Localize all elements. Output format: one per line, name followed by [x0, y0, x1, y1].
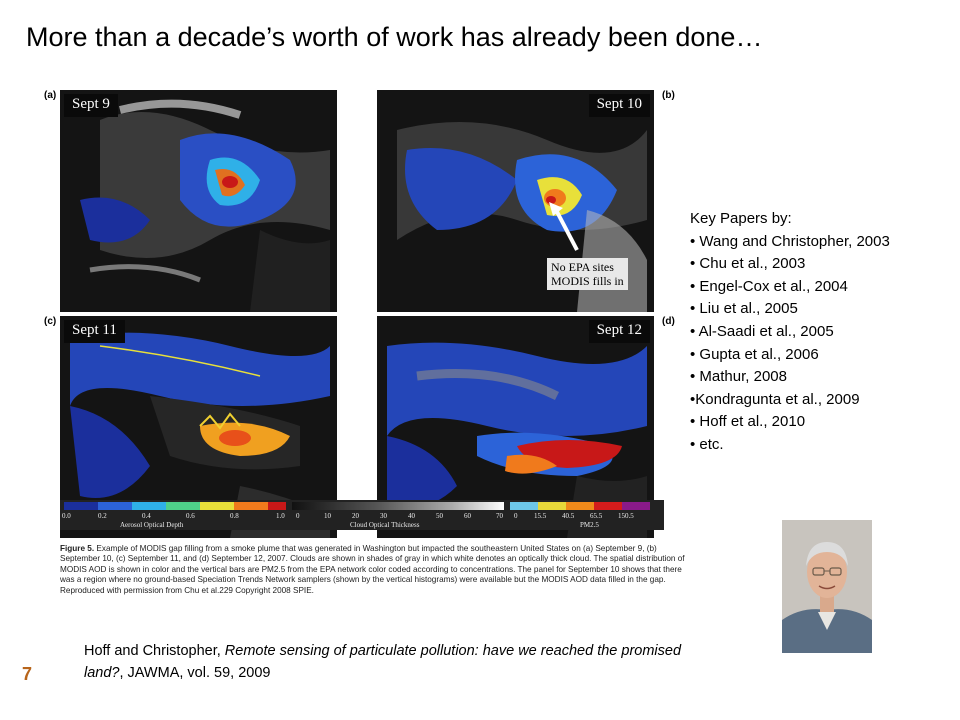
pm-tick: 65.5 — [590, 512, 603, 520]
citation-title: Remote sensing of particulate pollution: have we reached the promised land? — [84, 643, 682, 681]
pm-swatch-4 — [594, 502, 622, 510]
key-paper-item: • Wang and Christopher, 2003 — [690, 232, 890, 250]
aod-tick: 0.2 — [98, 512, 107, 520]
aod-swatch-1 — [64, 502, 98, 510]
aod-tick: 0.4 — [142, 512, 151, 520]
key-paper-item: •Kondragunta et al., 2009 — [690, 390, 860, 408]
cloud-tick: 0 — [296, 512, 300, 520]
map-panel-sept-9 — [60, 90, 337, 312]
date-label-sept-12: Sept 12 — [589, 320, 650, 343]
pm-tick: 15.5 — [534, 512, 547, 520]
cloud-tick: 30 — [380, 512, 387, 520]
caption-label: Figure 5. — [60, 544, 95, 553]
map-image-sept-9 — [60, 90, 337, 312]
colorbar — [60, 500, 664, 530]
pm-swatch-1 — [510, 502, 538, 510]
key-paper-item: • Mathur, 2008 — [690, 368, 787, 386]
key-paper-item: • Gupta et al., 2006 — [690, 345, 819, 363]
key-paper-item: • etc. — [690, 435, 724, 453]
pm-swatch-2 — [538, 502, 566, 510]
cloud-tick: 50 — [436, 512, 443, 520]
caption-text: Example of MODIS gap filling from a smoke plume that was generated in Washington but impacted the southeastern United States on (a) September 9, (b) September 10, (c) September 11, and (d) September 12, 2007. Clouds are shown in shades of gray in which white denotes an optically thick cloud. The spatial distribution of MODIS AOD is shown in color and the vertical bars are PM2.5 from the EPA network color coded according to concentrations. The panel for September 10 shows that there was a region where no ground-based Speciation Trends Network samplers (shown by the vertical histograms) were available but the MODIS AOD data filled in the gap. Reproduced with permission from Chu et al.229 Copyright 2008 SPIE. — [60, 544, 685, 595]
aod-tick: 0.6 — [186, 512, 195, 520]
date-label-sept-10: Sept 10 — [589, 94, 650, 117]
date-label-sept-9: Sept 9 — [64, 94, 118, 117]
pm-swatch-3 — [566, 502, 594, 510]
key-papers-list — [690, 208, 890, 457]
cloud-tick: 70 — [496, 512, 503, 520]
callout-line-1: No EPA sites — [551, 260, 614, 274]
aod-swatch-7 — [268, 502, 286, 510]
citation-authors: Hoff and Christopher, — [84, 643, 225, 659]
aod-swatch-6 — [234, 502, 268, 510]
slide-title: More than a decade’s worth of work has already been done… — [26, 22, 763, 52]
key-paper-item: • Engel-Cox et al., 2004 — [690, 277, 848, 295]
cloud-axis-label: Cloud Optical Thickness — [350, 521, 420, 529]
aod-swatch-4 — [166, 502, 200, 510]
key-paper-item: • Chu et al., 2003 — [690, 255, 806, 273]
aod-swatch-3 — [132, 502, 166, 510]
aod-tick: 0.8 — [230, 512, 239, 520]
panel-a-letter: (a) — [44, 90, 57, 101]
callout-line-2: MODIS fills in — [551, 274, 624, 288]
cloud-gradient — [292, 502, 504, 510]
cloud-tick: 20 — [352, 512, 359, 520]
cloud-tick: 10 — [324, 512, 331, 520]
key-papers-heading: Key Papers by: — [690, 210, 792, 227]
aod-tick: 1.0 — [276, 512, 285, 520]
citation-journal: , JAWMA, vol. 59, 2009 — [119, 665, 271, 681]
key-paper-item: • Al-Saadi et al., 2005 — [690, 322, 834, 340]
key-paper-item: • Hoff et al., 2010 — [690, 413, 806, 431]
figure-caption — [60, 544, 686, 596]
pm-tick: 0 — [514, 512, 518, 520]
aod-swatch-5 — [200, 502, 234, 510]
author-photo — [782, 520, 872, 653]
panel-d-letter: (d) — [662, 316, 675, 327]
pm-tick: 40.5 — [562, 512, 575, 520]
aod-swatch-2 — [98, 502, 132, 510]
modis-figure — [44, 86, 685, 626]
panel-b-letter: (b) — [662, 90, 675, 101]
pm-swatch-5 — [622, 502, 650, 510]
cloud-tick: 40 — [408, 512, 415, 520]
pm-axis-label: PM2.5 — [580, 521, 599, 529]
cloud-tick: 60 — [464, 512, 471, 520]
key-paper-item: • Liu et al., 2005 — [690, 300, 798, 318]
panel-c-letter: (c) — [44, 316, 57, 327]
aod-tick: 0.0 — [62, 512, 71, 520]
page-number: 7 — [22, 664, 33, 684]
citation — [84, 640, 684, 684]
author-photo-image — [782, 520, 872, 653]
date-label-sept-11: Sept 11 — [64, 320, 125, 343]
pm-tick: 150.5 — [618, 512, 634, 520]
callout-no-epa-sites — [547, 258, 628, 290]
map-panel-sept-10 — [377, 90, 654, 312]
aod-axis-label: Aerosol Optical Depth — [120, 521, 184, 529]
